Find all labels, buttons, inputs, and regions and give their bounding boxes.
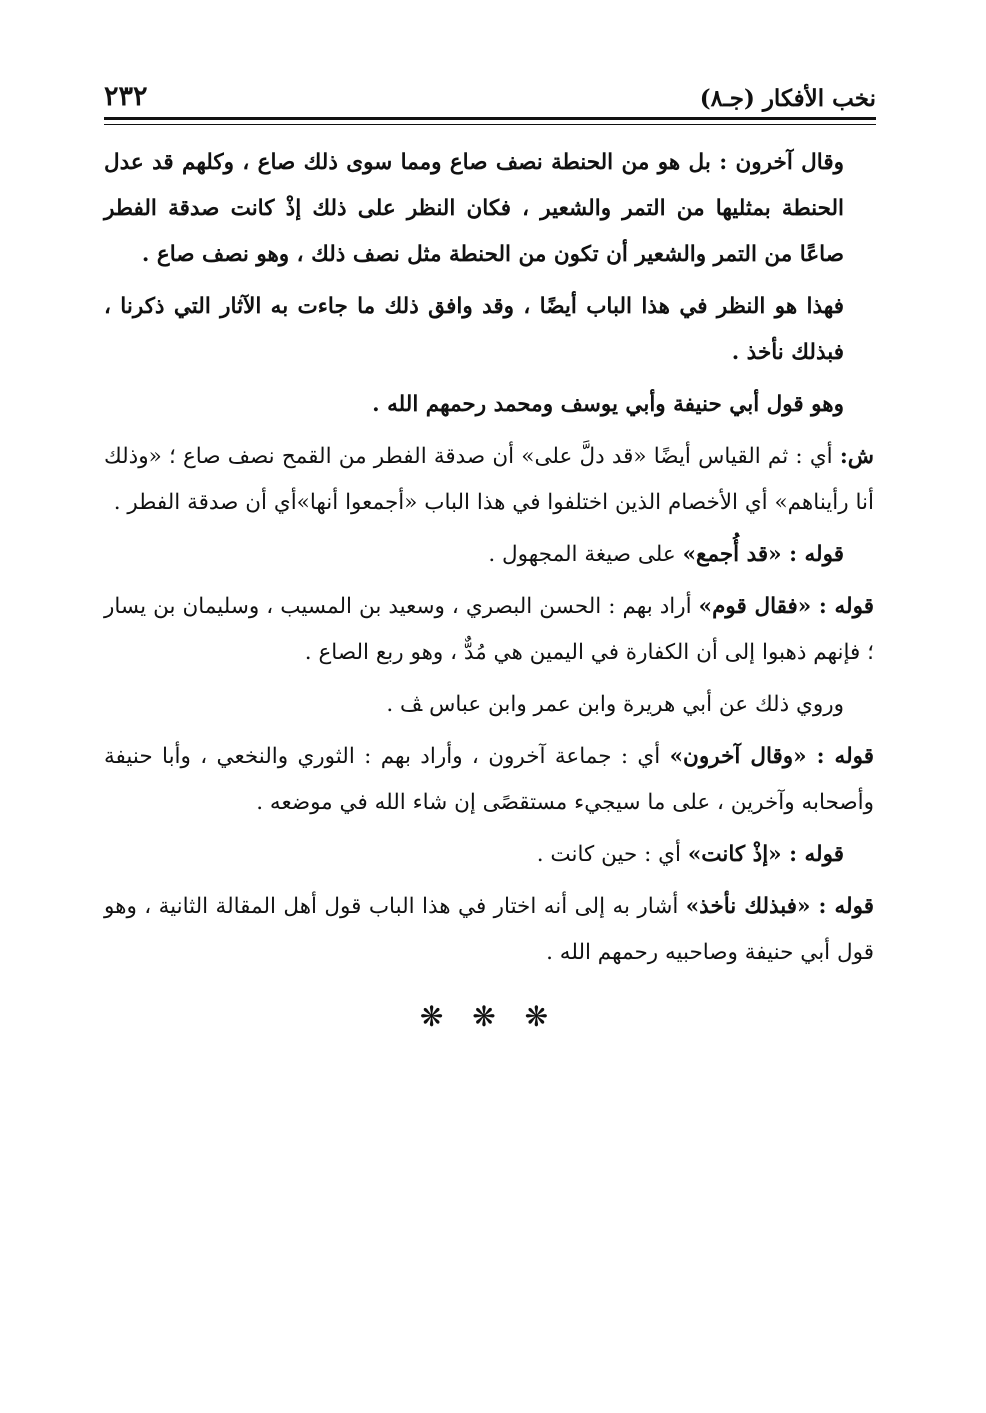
matn-paragraph <box>104 140 874 278</box>
paragraph-text: أي : جماعة آخرون ، وأراد بهم : الثوري والنخعي ، وأبا حنيفة وأصحابه وآخرين ، على ما سيجيء مستقصًى إن شاء الله في موضعه . <box>104 744 874 815</box>
commentary-lead: قوله : «وقال آخرون» <box>669 744 874 769</box>
commentary-lead: ش: <box>839 444 874 469</box>
matn-paragraph <box>104 382 874 428</box>
commentary-paragraph <box>104 682 874 728</box>
paragraph-text: وروي ذلك عن أبي هريرة وابن عمر وابن عباس ﭫ . <box>386 692 844 717</box>
paragraph-text: أشار به إلى أنه اختار في هذا الباب قول أهل المقالة الثانية ، وهو قول أبي حنيفة وصاحبيه رحمهم الله . <box>104 894 874 965</box>
paragraph-text: أراد بهم : الحسن البصري ، وسعيد بن المسيب ، وسليمان بن يسار ؛ فإنهم ذهبوا إلى أن الكفارة في اليمين هي مُدٌّ ، وهو ربع الصاع . <box>104 594 874 665</box>
paragraph-text: على صيغة المجهول . <box>488 542 676 567</box>
commentary-paragraph <box>104 532 874 578</box>
matn-paragraph <box>104 284 874 376</box>
commentary-paragraph <box>104 434 874 526</box>
commentary-paragraph <box>104 832 874 878</box>
header-rule-thick <box>104 117 876 120</box>
book-title: نخب الأفكار (جـ٨) <box>699 85 876 112</box>
header-rule-thin <box>104 124 876 125</box>
paragraph-text: فهذا هو النظر في هذا الباب أيضًا ، وقد وافق ذلك ما جاءت به الآثار التي ذكرنا ، فبذلك نأخذ . <box>104 294 844 365</box>
commentary-lead: قوله : «قد أُجمع» <box>682 542 844 567</box>
paragraph-text: أي : ثم القياس أيضًا «قد دلَّ على» أن صدقة الفطر من القمح نصف صاع ؛ «وذلك أنا رأيناهم» أي الأخصام الذين اختلفوا في هذا الباب «أجمعوا أنها»أي أن صدقة الفطر . <box>104 444 874 515</box>
paragraph-text: وهو قول أبي حنيفة وأبي يوسف ومحمد رحمهم الله . <box>372 392 844 417</box>
commentary-paragraph <box>104 584 874 676</box>
page-body <box>104 140 874 1040</box>
commentary-paragraph <box>104 734 874 826</box>
page-number: ٢٣٢ <box>104 81 148 112</box>
commentary-lead: قوله : «فقال قوم» <box>698 594 874 619</box>
commentary-paragraph <box>104 884 874 976</box>
running-header <box>104 66 876 112</box>
section-separator: ❋ ❋ ❋ <box>419 1000 559 1033</box>
commentary-lead: قوله : «فبذلك نأخذ» <box>685 894 874 919</box>
paragraph-text: وقال آخرون : بل هو من الحنطة نصف صاع ومما سوى ذلك صاع ، وكلهم قد عدل الحنطة بمثليها من التمر والشعير ، فكان النظر على ذلك إذْ كانت صدقة الفطر صاعًا من التمر والشعير أن تكون من الحنطة مثل نصف ذلك ، وهو نصف صاع . <box>104 150 844 267</box>
commentary-lead: قوله : «إذْ كانت» <box>687 842 844 867</box>
paragraph-text: أي : حين كانت . <box>536 842 681 867</box>
